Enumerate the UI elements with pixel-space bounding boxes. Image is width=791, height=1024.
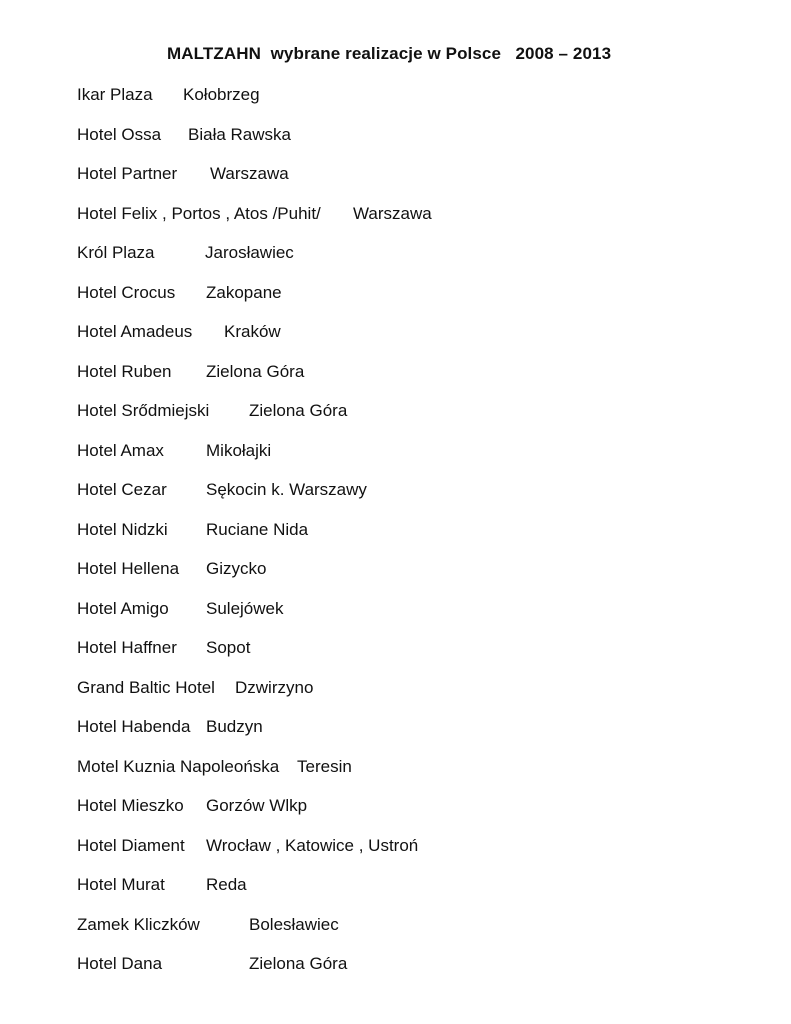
- hotel-location: Teresin: [297, 756, 352, 776]
- hotel-name: Hotel Habenda: [77, 717, 191, 736]
- hotel-location: Mikołajki: [206, 440, 272, 460]
- hotel-name: Hotel Ossa: [77, 124, 162, 144]
- hotel-location: Gizycko: [206, 559, 267, 578]
- hotel-location: Sękocin k. Warszawy: [206, 480, 367, 499]
- hotel-name: Hotel Cezar: [77, 480, 167, 499]
- hotel-location: Dzwirzyno: [235, 677, 314, 697]
- hotel-name: Hotel Crocus: [77, 282, 176, 302]
- hotel-location: Warszawa: [353, 203, 432, 223]
- hotel-name: Hotel Haffner: [77, 638, 177, 657]
- hotel-location: Gorzów Wlkp: [206, 796, 308, 815]
- hotel-name: Hotel Amax: [77, 440, 164, 460]
- hotel-name: Hotel Hellena: [77, 559, 180, 578]
- hotel-name: Ikar Plaza: [77, 85, 153, 104]
- hotel-location: Kraków: [224, 322, 281, 341]
- hotel-name: Hotel Nidzki: [77, 519, 168, 539]
- hotel-name: Hotel Mieszko: [77, 796, 184, 815]
- document-title: MALTZAHN wybrane realizacje w Polsce 2008 – 2013: [167, 44, 612, 63]
- hotel-location: Ruciane Nida: [206, 519, 309, 539]
- hotel-name: Hotel Srődmiejski: [77, 401, 210, 420]
- hotel-location: Zielona Góra: [206, 361, 305, 381]
- hotel-location: Sulejówek: [206, 598, 284, 618]
- hotel-location: Sopot: [206, 638, 251, 657]
- hotel-name: Hotel Dana: [77, 954, 163, 973]
- hotel-name: Hotel Felix , Portos , Atos /Puhit/: [77, 203, 321, 223]
- hotel-location: Biała Rawska: [188, 124, 291, 144]
- hotel-name: Hotel Amadeus: [77, 322, 193, 341]
- hotel-name: Hotel Amigo: [77, 598, 169, 618]
- hotel-name: Zamek Kliczków: [77, 914, 200, 934]
- hotel-location: Bolesławiec: [249, 914, 339, 934]
- hotel-name: Grand Baltic Hotel: [77, 677, 215, 697]
- hotel-name: Motel Kuznia Napoleońska: [77, 756, 280, 776]
- hotel-name: Hotel Murat: [77, 875, 165, 894]
- hotel-location: Warszawa: [210, 164, 289, 183]
- hotel-location: Zakopane: [206, 282, 282, 302]
- hotel-name: Król Plaza: [77, 243, 155, 262]
- hotel-name: Hotel Partner: [77, 164, 178, 183]
- hotel-location: Kołobrzeg: [183, 85, 260, 104]
- hotel-location: Zielona Góra: [249, 401, 348, 420]
- hotel-location: Zielona Góra: [249, 954, 348, 973]
- hotel-location: Budzyn: [206, 717, 263, 736]
- hotel-location: Jarosławiec: [205, 243, 294, 262]
- hotel-location: Wrocław , Katowice , Ustroń: [206, 835, 419, 855]
- hotel-name: Hotel Diament: [77, 835, 185, 855]
- hotel-location: Reda: [206, 875, 247, 894]
- hotel-name: Hotel Ruben: [77, 361, 172, 381]
